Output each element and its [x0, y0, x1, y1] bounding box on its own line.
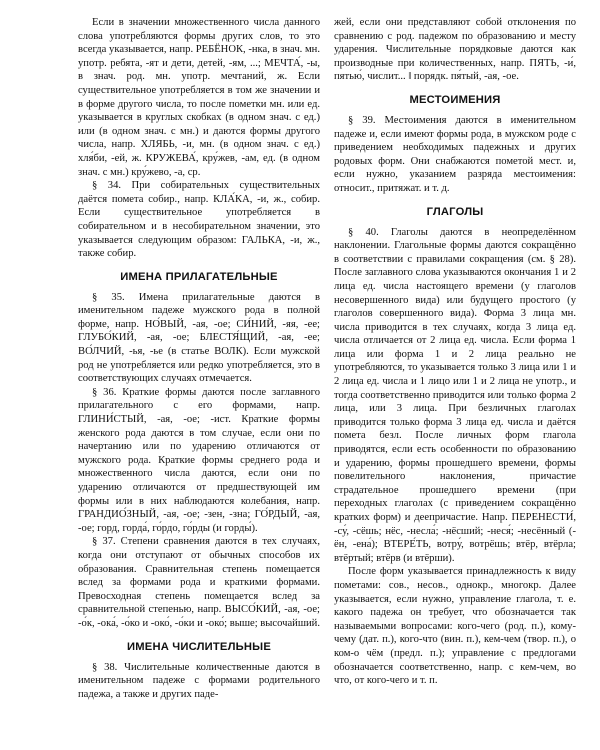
paragraph-section-37: § 37. Степени сравнения даются в тех случаях, когда они отступают от обычных способов их образования. Сравнительная степень помещается вслед за формами рода и краткими формами. Превосходная степень помещается вслед за сравнительной степенью, напр. ВЫСО́КИЙ, -ая, -ое; -о́к, -ока́, -о́ко и -око́, -о́ки и -око́; выше; высочайший.: [78, 536, 320, 629]
paragraph-section-36: § 36. Краткие формы даются после заглавного прилагательного с его формами, напр. ГЛИНИ́СТЫЙ, -ая, -ое; -ист. Краткие формы женского рода даются в том случае, если они по начертанию или по ударению отличаются от мужского рода. Краткие формы среднего рода и множественного числа даются, если они по ударению отличаются от предшествующей им формы или в них наблюдаются колебания, напр. ГРАНДИО́ЗНЫЙ, -ая, -ое; -зен, -зна; ГО́РДЫЙ, -ая, -ое; горд, горда́, го́рдо, го́рды (и горды́).: [78, 386, 320, 534]
left-column: [78, 16, 320, 740]
paragraph-verb-aspect: После форм указывается принадлежность к виду пометами: сов., несов., однокр., многокр. Далее указывается, если нужно, управление глагола, т. е. какого падежа он требует, что обозначается так называемыми вопросами: кого-чего (род. п.), кому-чему (дат. п.), кого-что (вин. п.), кем-чем (твор. п.), о ком-о чём (предл. п.); управление с предлогами обозначается соответственно, напр. с кем-чем, во что, от кого-чего и т. п.: [334, 566, 576, 687]
paragraph-plural-forms: Если в значении множественного числа данного слова употребляются формы других слов, то это всегда указывается, напр. РЕБЁНОК, -нка, в знач. мн. употр. ребята, -ят и дети, детей, -ям, ...; МЕЧТА́, -ы, в знач. род. мн. употр. мечтаний, ж. Если существительное употребляется в том же значении и в форме другого числа, то после пометки мн. или ед. указывается в круглых скобках (в одном знач. с ед.) или (в одном знач. с мн.) и даются формы другого числа, напр. ХЛЯБЬ, -и, мн. (в одном знач. с ед.) хля́би, -ей, ж. КРУЖЕВА́, кру́жев, -ам, ед. (в одном знач. с мн.) кру́жево, -а, ср.: [78, 17, 320, 178]
paragraph-section-38: § 38. Числительные количественные даются в именительном падеже с формами родительного падежа, а также и других паде-: [78, 661, 320, 700]
paragraph-numerals-continued: жей, если они представляют собой отклонения по сравнению с род. падежом по образованию и месту ударения. Числительные порядковые даются как производные при количественных, напр. ПЯТЬ, -и́, пятью́, числит... ‖ порядк. пя́тый, -ая, -ое.: [334, 17, 576, 83]
paragraph-section-40: § 40. Глаголы даются в неопределённом наклонении. Глагольные формы даются сокращённо в соответствии с правилами сокращения (см. § 28). После заглавного слова указываются окончания 1 и 2 лица ед. числа настоящего времени (у глаголов несовершенного вида) или будущего простого (у глаголов совершенного вида). Форма 3 лица мн. числа приводится в тех случаях, когда 3 лица ед. числа отличается от 2 лица ед. числа. Если форма 1 лица или форма 1 и 2 лица реально не употребляются, то указывается только 3 лица или 1 и 2 лица ед. числа и 1 лицо или 1 и 2 лица не употр., и тогда соответственно приводится или только форма 2 лица, или 3 лица. При безличных глаголах приводится только форма 3 лица ед. числа и даётся помета безл. После личных форм глагола приводятся, если есть особенности по образованию и ударению, формы прошедшего времени, формы повелительного наклонения, причастие страдательное прошедшего времени (при переходных глаголах (с приведением сокращённо кратких форм) и деепричастие. Напр. ПЕРЕНЕСТИ́, -су́, -сёшь; нёс, -несла́; -нёсший; -неся́; -несённый (-ён, -ена́); ВТЕРЕ́ТЬ, вотру́, вотрёшь; втёр, втёрла; втёртый; втёрв (и втёрши).: [334, 226, 576, 564]
heading-pronouns: МЕСТОИМЕНИЯ: [409, 93, 501, 106]
paragraph-section-39: § 39. Местоимения даются в именительном падеже и, если имеют формы рода, в мужском роде с приведением необходимых падежных и других родовых форм. Они снабжаются пометой мест. и, если нужно, указанием разряда местоимения: относит., притяжат. и т. д.: [334, 114, 576, 194]
paragraph-section-34: § 34. При собирательных существительных даётся помета собир., напр. КЛА́КА, -и, ж., собир. Если существительное употребляется в собирательном и в несобирательном значении, это указывается следующим образом: ГАЛЬКА, -и, ж., также собир.: [78, 180, 320, 260]
right-column: [334, 16, 576, 740]
heading-numerals: ИМЕНА ЧИСЛИТЕЛЬНЫЕ: [127, 640, 271, 653]
paragraph-section-35: § 35. Имена прилагательные даются в именительном падеже мужского рода в полной форме, напр. НО́ВЫЙ, -ая, -ое; СИ́НИЙ, -яя, -ее; ГЛУБО́КИЙ, -ая, -ое; БЛЕСТЯ́ЩИЙ, -ая, -ее; ВО́ЛЧИЙ, -ья, -ье (в статье ВОЛК). Если мужской род не употребляется или редко употребляется, это в соответствующих случаях отмечается.: [78, 291, 320, 385]
heading-adjectives: ИМЕНА ПРИЛАГАТЕЛЬНЫЕ: [120, 270, 278, 283]
heading-verbs: ГЛАГОЛЫ: [426, 205, 484, 218]
